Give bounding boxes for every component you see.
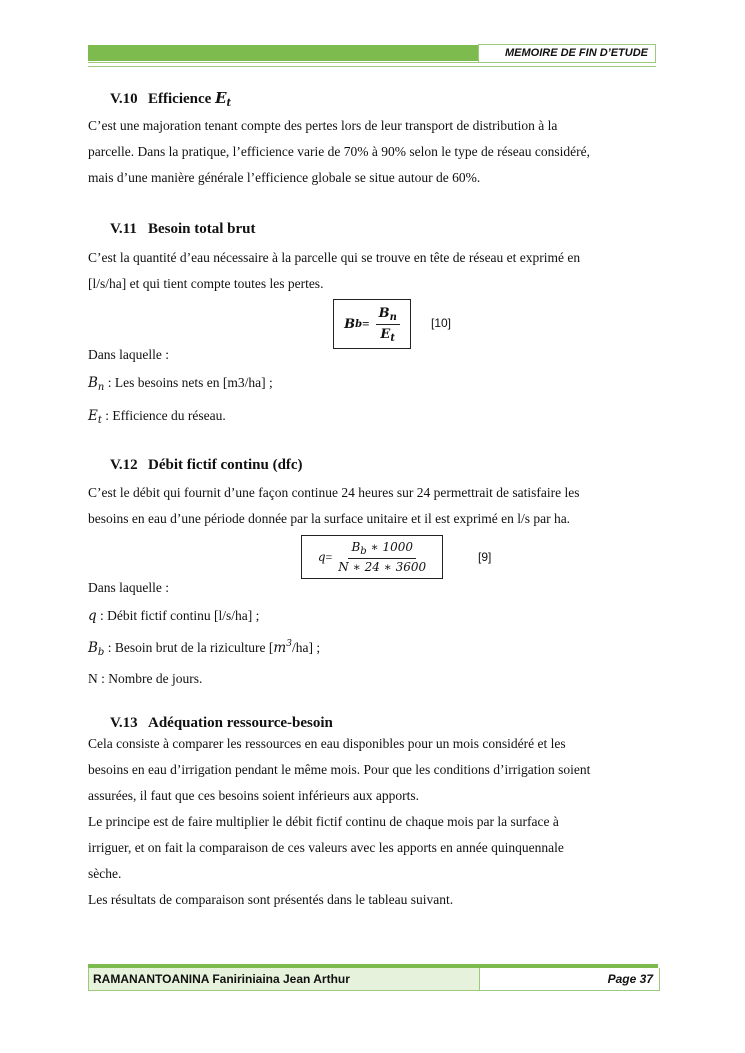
page-footer — [88, 968, 660, 991]
eq-numerator — [348, 540, 416, 559]
footer-page-number: Page 37 — [607, 972, 653, 986]
text-line: parcelle. Dans la pratique, l’efficience varie de 70% à 90% selon le type de réseau considéré, — [88, 144, 591, 159]
eq-num-rest: ∗ 1000 — [366, 540, 413, 554]
definitions-v11 — [88, 342, 653, 434]
def-text: : Débit fictif continu [l/s/ha] ; — [96, 608, 260, 623]
def-symbol-sub: t — [97, 415, 102, 426]
text-line: Le principe est de faire multiplier le débit fictif continu de chaque mois par la surface à — [88, 814, 559, 829]
def-symbol-sub: n — [97, 382, 105, 393]
eq-lhs: q — [317, 550, 326, 564]
heading-symbol-sub: t — [226, 98, 232, 109]
definition-et — [88, 403, 653, 434]
paragraph-v10 — [88, 113, 653, 191]
eq-num-sub: n — [389, 311, 397, 323]
definition-n: N : Nombre de jours. — [88, 671, 203, 686]
heading-symbol: E — [215, 89, 227, 107]
definitions-v12 — [88, 575, 653, 692]
def-unit-sup: 3 — [286, 639, 292, 649]
text-line: [l/s/ha] et qui tient compte toutes les pertes. — [88, 276, 324, 291]
header-accent-bar — [88, 45, 478, 61]
def-symbol: B — [88, 375, 98, 391]
text-line: besoins en eau d’une période donnée par la surface unitaire et il est exprimé en l/s par ha. — [88, 511, 571, 526]
eq-denominator: N ∗ 24 ∗ 3600 — [338, 560, 427, 574]
heading-number: V.12 — [110, 457, 138, 473]
paragraph-v11 — [88, 245, 653, 297]
definition-bb — [88, 631, 653, 666]
def-text: : Efficience du réseau. — [101, 408, 226, 423]
header-rule — [88, 62, 656, 63]
eq-numerator — [376, 305, 400, 325]
eq-den-sub: t — [390, 332, 395, 344]
text-line: irriguer, et on fait la comparaison de ces valeurs avec les apports en année quinquennale — [88, 840, 564, 855]
heading-number: V.10 — [110, 91, 138, 107]
paragraph-v13 — [88, 731, 653, 913]
def-symbol-sub: b — [97, 647, 105, 658]
eq-denominator — [380, 325, 395, 344]
footer-author: RAMANANTOANINA Faniriniaina Jean Arthur — [89, 968, 480, 990]
heading-v12 — [110, 457, 303, 474]
heading-v10 — [110, 89, 231, 109]
eq-lhs-sub: b — [355, 318, 363, 330]
page-header — [88, 44, 656, 62]
equation-box-q — [301, 535, 443, 579]
eq-num-sym: B — [378, 305, 390, 321]
definition-bn — [88, 370, 653, 401]
heading-text: Débit fictif continu (dfc) — [148, 457, 303, 473]
equation-ref-9: [9] — [478, 550, 492, 564]
eq-lhs: B — [344, 316, 356, 332]
def-text: : Les besoins nets en [m3/ha] ; — [104, 375, 273, 390]
text-line: C’est le débit qui fournit d’une façon continue 24 heures sur 24 permettrait de satisfaire les — [88, 485, 580, 500]
equation-ref-10: [10] — [431, 316, 452, 330]
header-rule-2 — [88, 66, 656, 67]
text-line: besoins en eau d’irrigation pendant le même mois. Pour que les conditions d’irrigation soient — [88, 762, 591, 777]
heading-number: V.11 — [110, 221, 137, 237]
text-line: assurées, il faut que ces besoins soient inférieurs aux apports. — [88, 788, 420, 803]
paragraph-v12 — [88, 480, 653, 532]
def-symbol: E — [88, 408, 98, 424]
eq-fraction — [376, 305, 400, 344]
text-line: Dans laquelle : — [88, 347, 169, 362]
heading-text: Adéquation ressource-besoin — [148, 715, 333, 731]
text-line: sèche. — [88, 866, 122, 881]
eq-num-sub: b — [360, 546, 367, 557]
text-line: C’est une majoration tenant compte des pertes lors de leur transport de distribution à la — [88, 118, 558, 133]
heading-text: Besoin total brut — [148, 221, 256, 237]
text-line: Les résultats de comparaison sont présentés dans le tableau suivant. — [88, 892, 454, 907]
text-line: Dans laquelle : — [88, 580, 169, 595]
heading-text: Efficience — [148, 91, 216, 107]
text-line: Cela consiste à comparer les ressources en eau disponibles pour un mois considéré et les — [88, 736, 566, 751]
eq-fraction — [338, 540, 426, 574]
header-title: MEMOIRE DE FIN D’ETUDE — [478, 44, 656, 62]
heading-number: V.13 — [110, 715, 138, 731]
text-line: mais d’une manière générale l’efficience globale se situe autour de 60%. — [88, 170, 481, 185]
def-unit: m — [273, 640, 287, 656]
def-symbol: B — [88, 640, 98, 656]
heading-v13 — [110, 715, 333, 732]
def-text: : Besoin brut de la riziculture [ — [104, 640, 274, 655]
eq-equals: = — [362, 316, 370, 331]
def-unit-rest: /ha] ; — [291, 640, 321, 655]
eq-den-sym: E — [380, 326, 391, 342]
eq-equals: = — [325, 549, 333, 564]
eq-num-sym: B — [351, 540, 361, 554]
definition-q — [88, 603, 653, 629]
def-symbol: q — [88, 608, 97, 624]
heading-v11 — [110, 221, 256, 238]
text-line: C’est la quantité d’eau nécessaire à la parcelle qui se trouve en tête de réseau et exprimé en — [88, 250, 581, 265]
